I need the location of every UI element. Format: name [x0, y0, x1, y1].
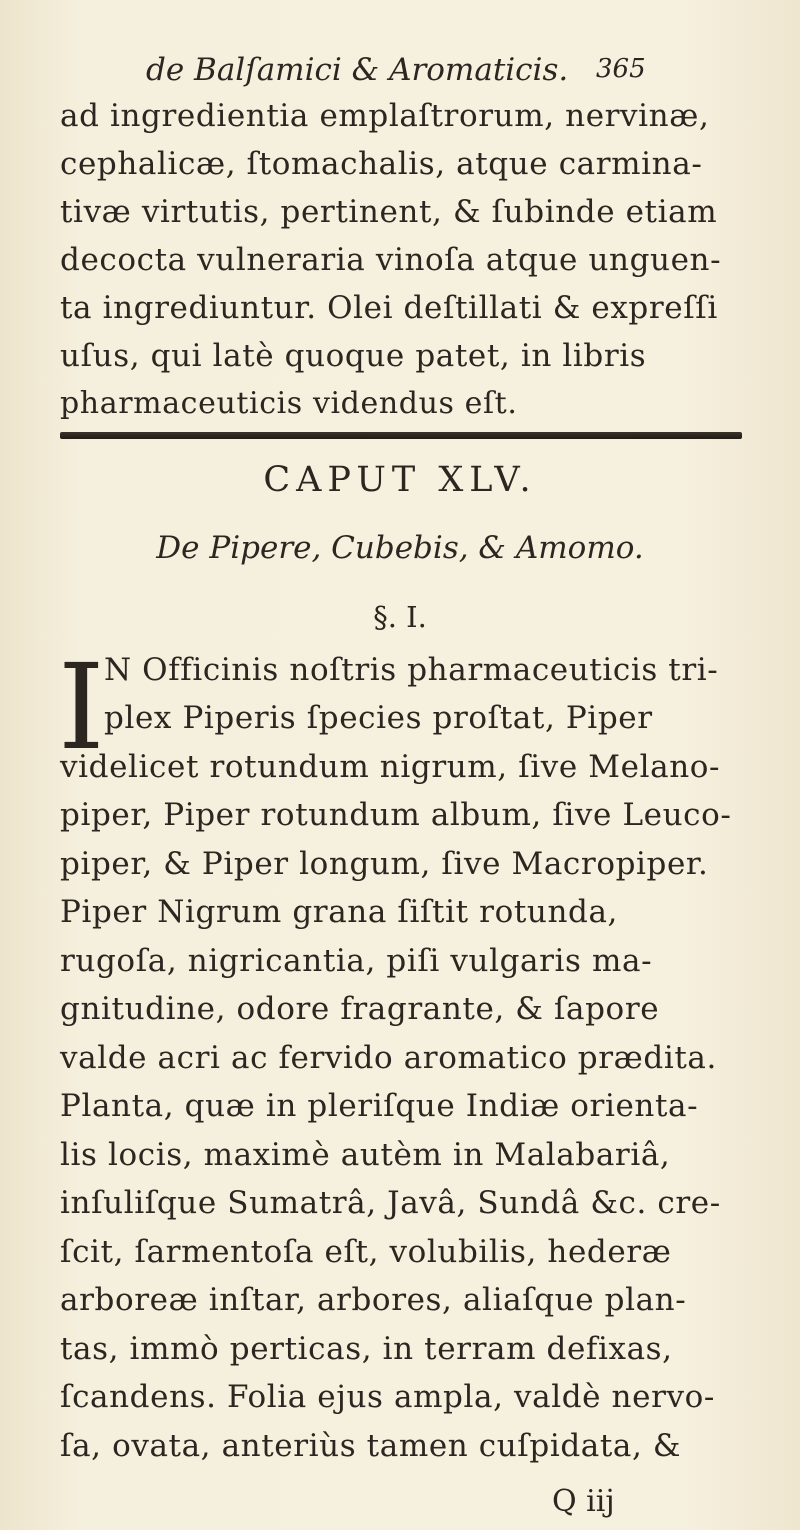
- ornamental-rule: [60, 432, 742, 439]
- text-line: Piper Nigrum grana ſiſtit rotunda,: [60, 894, 618, 930]
- text-line: Planta, quæ in pleriſque Indiæ orienta-: [60, 1088, 699, 1124]
- text-line: arboreæ inſtar, arbores, aliaſque plan-: [60, 1282, 687, 1318]
- text-line: pharmaceuticis videndus eſt.: [60, 386, 518, 421]
- text-line: cephalicæ, ſtomachalis, atque carmina-: [60, 146, 703, 182]
- text-line: ad ingredientia emplaſtrorum, nervinæ,: [60, 98, 710, 134]
- text-line: tas, immò perticas, in terram defixas,: [60, 1331, 673, 1367]
- running-title: de Balſamici & Aromaticis.: [146, 52, 569, 88]
- chapter-title: CAPUT XLV.: [263, 460, 537, 500]
- text-line: ſcandens. Folia ejus ampla, valdè nervo-: [60, 1379, 715, 1415]
- text-line: piper, & Piper longum, ſive Macropiper.: [60, 846, 709, 882]
- chapter-subtitle: De Pipere, Cubebis, & Amomo.: [156, 530, 644, 566]
- text-line: piper, Piper rotundum album, ſive Leuco-: [60, 797, 732, 833]
- text-line: N Officinis noſtris pharmaceuticis tri-: [104, 652, 719, 688]
- drop-cap: I: [58, 638, 105, 776]
- page-number: 365: [596, 54, 646, 84]
- text-line: rugoſa, nigricantia, piſi vulgaris ma-: [60, 943, 653, 979]
- text-line: plex Piperis ſpecies proſtat, Piper: [104, 700, 653, 736]
- page-header: [0, 52, 800, 92]
- text-line: valde acri ac fervido aromatico prædita.: [60, 1040, 717, 1076]
- text-line: decocta vulneraria vinoſa atque unguen-: [60, 242, 722, 278]
- text-line: inſuliſque Sumatrâ, Javâ, Sundâ &c. cre-: [60, 1185, 721, 1221]
- text-line: ſcit, ſarmentoſa eſt, volubilis, hederæ: [60, 1234, 672, 1270]
- text-line: tivæ virtutis, pertinent, & ſubinde etiam: [60, 194, 718, 230]
- text-line: ta ingrediuntur. Olei deſtillati & expreſſi: [60, 290, 718, 326]
- signature-mark: Q iij: [552, 1484, 615, 1519]
- text-line: videlicet rotundum nigrum, ſive Melano-: [60, 749, 721, 785]
- text-line: lis locis, maximè autèm in Malabariâ,: [60, 1137, 671, 1173]
- text-line: uſus, qui latè quoque patet, in libris: [60, 338, 647, 374]
- section-mark: §. I.: [373, 600, 427, 634]
- text-line: ſa, ovata, anteriùs tamen cuſpidata, &: [60, 1428, 682, 1464]
- text-line: gnitudine, odore fragrante, & ſapore: [60, 991, 660, 1027]
